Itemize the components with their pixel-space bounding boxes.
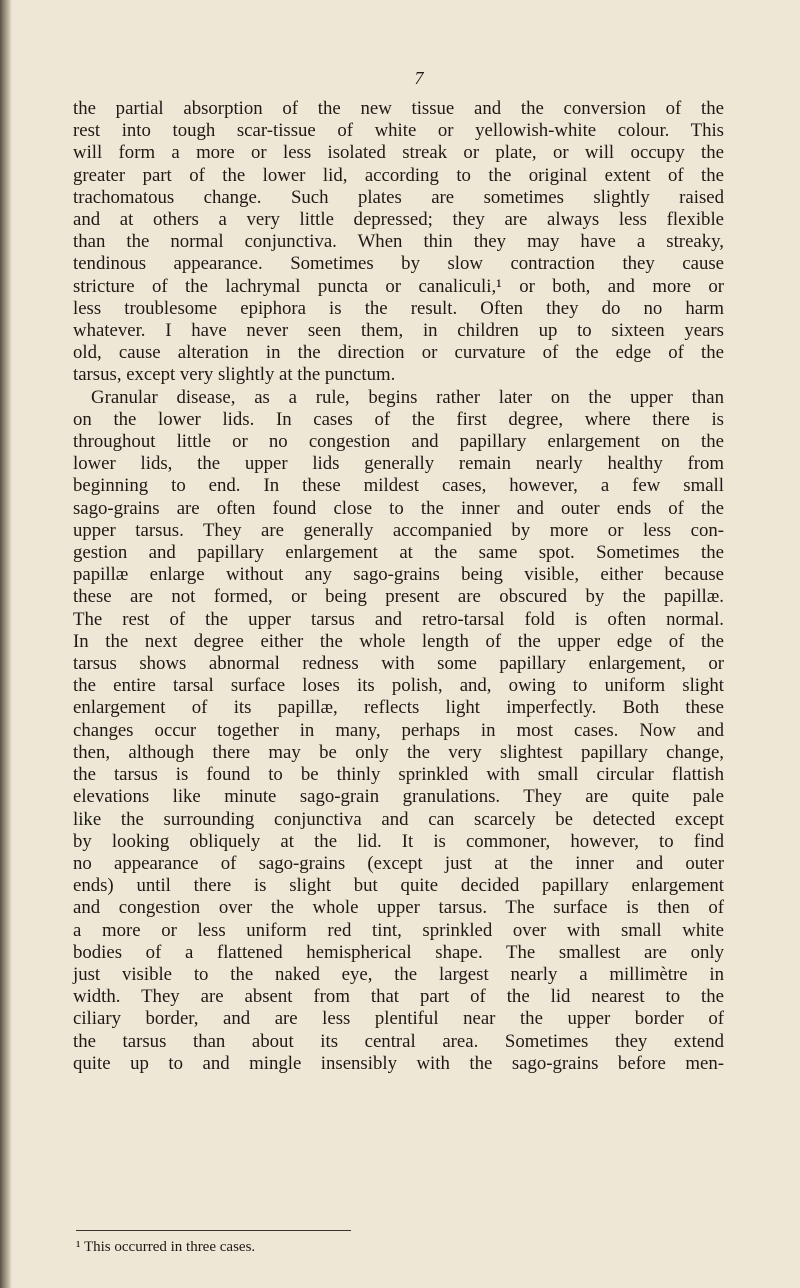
text-line: tarsus, except very slightly at the punctum.: [73, 364, 396, 386]
text-line: tendinous appearance. Sometimes by slow contraction they cause: [73, 253, 724, 275]
text-line: lower lids, the upper lids generally remain nearly healthy from: [73, 453, 724, 475]
text-line: Granular disease, as a rule, begins rather later on the upper than: [91, 386, 724, 408]
text-line: the tarsus than about its central area. Sometimes they extend: [73, 1030, 724, 1052]
text-line: gestion and papillary enlargement at the same spot. Sometimes the: [73, 542, 724, 564]
text-line: upper tarsus. They are generally accompanied by more or less con-: [73, 519, 724, 541]
text-line: rest into tough scar-tissue of white or yellowish-white colour. This: [73, 120, 724, 142]
text-line: ciliary border, and are less plentiful near the upper border of: [73, 1008, 724, 1030]
text-line: a more or less uniform red tint, sprinkled over with small white: [73, 919, 724, 941]
text-line: and at others a very little depressed; they are always less flexible: [73, 209, 724, 231]
page-number: [0, 68, 800, 88]
text-line: width. They are absent from that part of the lid nearest to the: [73, 986, 724, 1008]
footnote-rule: [76, 1230, 351, 1231]
text-line: on the lower lids. In cases of the first degree, where there is: [73, 408, 724, 430]
text-line: greater part of the lower lid, according to the original extent of the: [73, 164, 724, 186]
text-line: ends) until there is slight but quite decided papillary enlargement: [73, 875, 724, 897]
text-line: beginning to end. In these mildest cases, however, a few small: [73, 475, 724, 497]
text-line: papillæ enlarge without any sago-grains being visible, either because: [73, 564, 724, 586]
text-line: these are not formed, or being present are obscured by the papillæ.: [73, 586, 724, 608]
text-line: In the next degree either the whole length of the upper edge of the: [73, 630, 724, 652]
text-line: The rest of the upper tarsus and retro-tarsal fold is often normal.: [73, 608, 724, 630]
text-line: the entire tarsal surface loses its polish, and, owing to uniform slight: [73, 675, 724, 697]
text-line: quite up to and mingle insensibly with the sago-grains before men-: [73, 1052, 724, 1074]
text-line: will form a more or less isolated streak or plate, or will occupy the: [73, 142, 724, 164]
text-line: whatever. I have never seen them, in children up to sixteen years: [73, 320, 724, 342]
page-binding-edge: [0, 0, 12, 1288]
text-line: changes occur together in many, perhaps in most cases. Now and: [73, 719, 724, 741]
text-line: the partial absorption of the new tissue and the conversion of the: [73, 98, 724, 119]
text-line: just visible to the naked eye, the largest nearly a millimètre in: [73, 963, 724, 985]
text-line: like the surrounding conjunctiva and can scarcely be detected except: [73, 808, 724, 830]
text-line: tarsus shows abnormal redness with some papillary enlargement, or: [73, 653, 724, 675]
text-line: less troublesome epiphora is the result. Often they do no harm: [73, 297, 724, 319]
text-line: then, although there may be only the very slightest papillary change,: [73, 741, 724, 763]
text-line: bodies of a flattened hemispherical shape. The smallest are only: [73, 941, 724, 963]
text-line: stricture of the lachrymal puncta or canaliculi,¹ or both, and more or: [73, 275, 724, 297]
footnote: ¹ This occurred in three cases.: [76, 1239, 256, 1255]
text-line: sago-grains are often found close to the inner and outer ends of the: [73, 497, 724, 519]
text-line: old, cause alteration in the direction or curvature of the edge of the: [73, 342, 724, 364]
text-line: and congestion over the whole upper tarsus. The surface is then of: [73, 897, 724, 919]
text-line: elevations like minute sago-grain granulations. They are quite pale: [73, 786, 724, 808]
text-line: by looking obliquely at the lid. It is commoner, however, to find: [73, 830, 724, 852]
text-line: trachomatous change. Such plates are sometimes slightly raised: [73, 186, 724, 208]
text-line: the tarsus is found to be thinly sprinkled with small circular flattish: [73, 764, 724, 786]
text-line: enlargement of its papillæ, reflects light imperfectly. Both these: [73, 697, 724, 719]
page-number-text: 7: [414, 68, 424, 88]
text-line: than the normal conjunctiva. When thin they may have a streaky,: [73, 231, 724, 253]
body-text: [73, 98, 724, 1075]
text-line: throughout little or no congestion and papillary enlargement on the: [73, 431, 724, 453]
text-line: no appearance of sago-grains (except just at the inner and outer: [73, 852, 724, 874]
